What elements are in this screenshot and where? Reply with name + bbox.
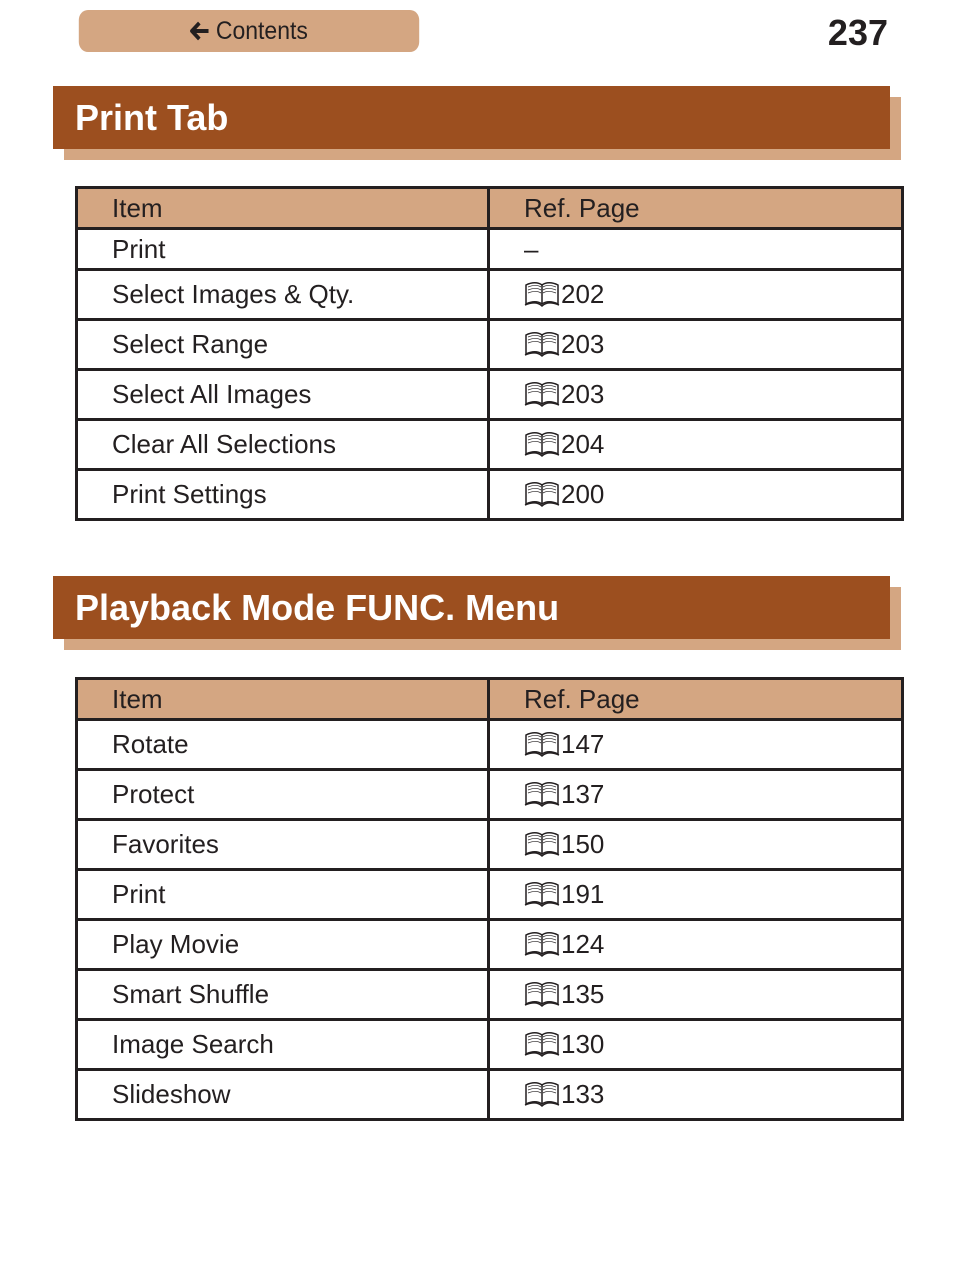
row-ref-page[interactable] (489, 720, 903, 770)
row-item: Slideshow (77, 1070, 489, 1120)
table-header-row (77, 679, 903, 720)
row-ref-page[interactable] (489, 970, 903, 1020)
book-icon (524, 781, 560, 807)
row-ref-page[interactable] (489, 770, 903, 820)
row-ref-page[interactable] (489, 1020, 903, 1070)
ref-page-number: 135 (561, 979, 605, 1009)
row-item: Smart Shuffle (77, 970, 489, 1020)
row-ref-page (489, 229, 903, 270)
table-header-row (77, 188, 903, 229)
row-item: Image Search (77, 1020, 489, 1070)
book-icon (524, 731, 560, 757)
row-ref-page[interactable] (489, 870, 903, 920)
table-row (77, 720, 903, 770)
row-ref-page[interactable] (489, 420, 903, 470)
row-item: Protect (77, 770, 489, 820)
ref-page-number: 204 (561, 429, 605, 459)
book-icon (524, 281, 560, 307)
row-item: Select Images & Qty. (77, 270, 489, 320)
row-ref-page[interactable] (489, 370, 903, 420)
ref-page-number: 150 (561, 829, 605, 859)
book-icon (524, 931, 560, 957)
ref-page-number: 124 (561, 929, 605, 959)
ref-page-number: 203 (561, 379, 605, 409)
row-ref-page[interactable] (489, 320, 903, 370)
page-number: 237 (827, 12, 888, 53)
section-header-print-tab (53, 86, 901, 160)
table-row (77, 820, 903, 870)
book-icon (524, 331, 560, 357)
table-row (77, 1020, 903, 1070)
book-icon (524, 481, 560, 507)
contents-label: Contents (215, 16, 308, 45)
ref-page-number: 202 (561, 279, 605, 309)
row-ref-page[interactable] (489, 920, 903, 970)
row-ref-page[interactable] (489, 1070, 903, 1120)
table-row (77, 420, 903, 470)
book-icon (524, 981, 560, 1007)
column-header-item: Item (77, 188, 489, 229)
book-icon (524, 1081, 560, 1107)
section-title: Print Tab (75, 96, 229, 138)
header-bar (53, 576, 890, 639)
table-row (77, 229, 903, 270)
row-item: Select All Images (77, 370, 489, 420)
column-header-item: Item (77, 679, 489, 720)
table-row (77, 970, 903, 1020)
row-ref-page[interactable] (489, 470, 903, 520)
ref-page-number: 130 (561, 1029, 605, 1059)
section-title: Playback Mode FUNC. Menu (75, 586, 560, 628)
print-tab-table-body (77, 229, 903, 520)
playback-func-menu-table (75, 677, 904, 1121)
row-item: Clear All Selections (77, 420, 489, 470)
row-ref-page[interactable] (489, 270, 903, 320)
book-icon (524, 831, 560, 857)
book-icon (524, 1031, 560, 1057)
book-icon (524, 881, 560, 907)
row-item: Print (77, 870, 489, 920)
row-item: Rotate (77, 720, 489, 770)
ref-page-number: 200 (561, 479, 605, 509)
ref-page-number: 191 (561, 879, 605, 909)
row-item: Favorites (77, 820, 489, 870)
column-header-ref: Ref. Page (489, 188, 903, 229)
row-item: Play Movie (77, 920, 489, 970)
ref-page-number: 203 (561, 329, 605, 359)
table-row (77, 470, 903, 520)
ref-page-number: 133 (561, 1079, 605, 1109)
print-tab-table (75, 186, 904, 521)
section-header-playback-func-menu (53, 576, 901, 650)
ref-page-number: 147 (561, 729, 605, 759)
book-icon (524, 381, 560, 407)
ref-page-number: 137 (561, 779, 605, 809)
arrow-left-icon (190, 20, 210, 42)
table-row (77, 270, 903, 320)
playback-func-menu-table-body (77, 720, 903, 1120)
table-row (77, 770, 903, 820)
row-item: Print (77, 229, 489, 270)
column-header-ref: Ref. Page (489, 679, 903, 720)
header-bar (53, 86, 890, 149)
row-item: Select Range (77, 320, 489, 370)
ref-page-number: – (524, 233, 539, 264)
table-row (77, 920, 903, 970)
row-item: Print Settings (77, 470, 489, 520)
row-ref-page[interactable] (489, 820, 903, 870)
contents-button[interactable] (79, 10, 419, 52)
book-icon (524, 431, 560, 457)
table-row (77, 320, 903, 370)
table-row (77, 870, 903, 920)
table-row (77, 370, 903, 420)
table-row (77, 1070, 903, 1120)
